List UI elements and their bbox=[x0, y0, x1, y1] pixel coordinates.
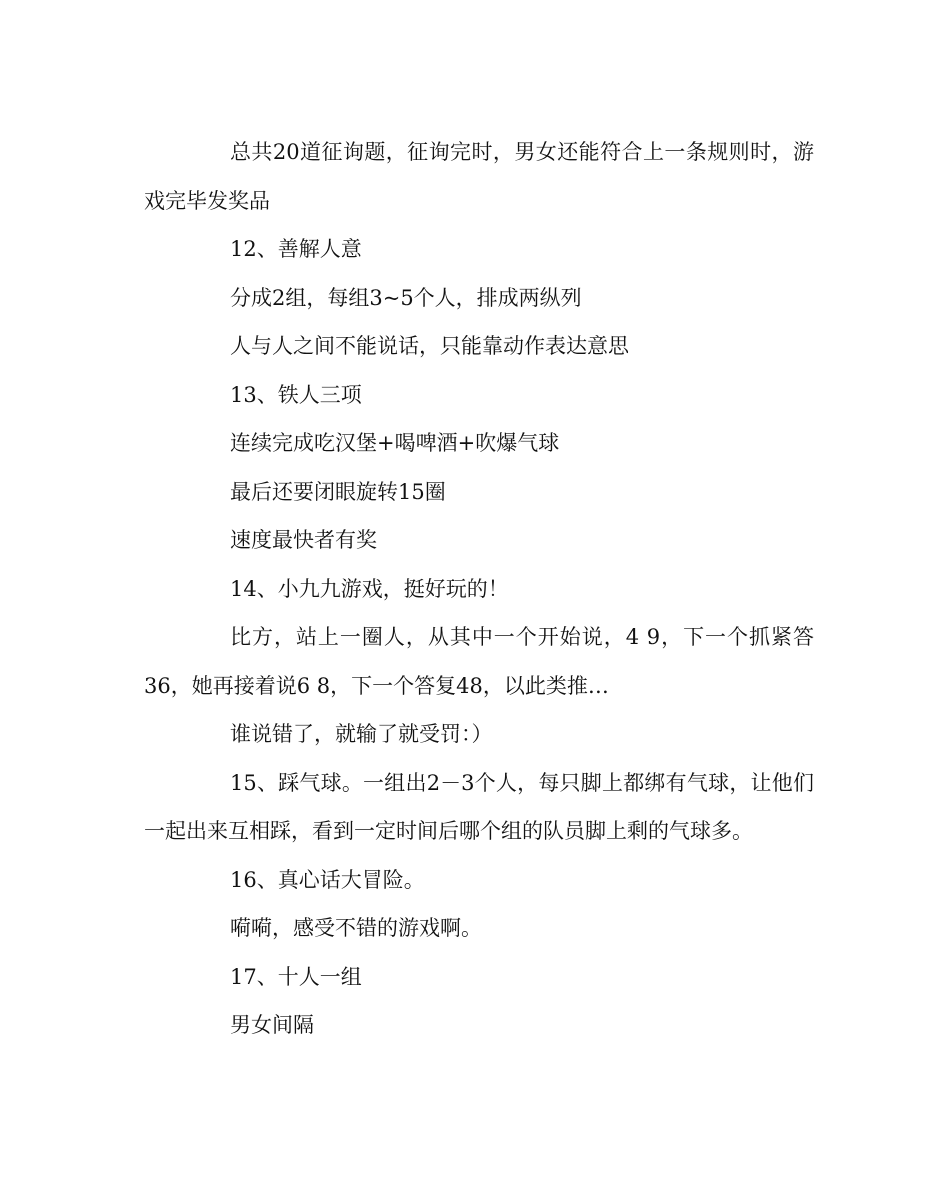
paragraph-16-comment: 嗬嗬，感受不错的游戏啊。 bbox=[230, 916, 482, 940]
paragraph-13-line-2: 最后还要闭眼旋转15圈 bbox=[230, 479, 446, 504]
paragraph-13-line-3: 速度最快者有奖 bbox=[230, 528, 377, 552]
paragraph-12-line-2: 人与人之间不能说话，只能靠动作表达意思 bbox=[230, 334, 629, 358]
paragraph-13-line-1: 连续完成吃汉堡+喝啤酒+吹爆气球 bbox=[230, 431, 560, 455]
paragraph-14-example: 比方，站上一圈人，从其中一个开始说，4 9，下一个抓紧答36，她再接着说6 8，下一个答复48，以此类推… bbox=[144, 625, 814, 698]
paragraph-heading-14: 14、小九九游戏，挺好玩的！ bbox=[230, 576, 509, 601]
paragraph-heading-17: 17、十人一组 bbox=[230, 964, 362, 989]
paragraph-heading-16: 16、真心话大冒险。 bbox=[230, 867, 425, 892]
paragraph-17-line-1: 男女间隔 bbox=[230, 1013, 314, 1037]
paragraph-heading-15: 15、踩气球。一组出2－3个人，每只脚上都绑有气球，让他们一起出来互相踩，看到一定时间后哪个组的队员脚上剩的气球多。 bbox=[144, 770, 814, 843]
document-body bbox=[144, 128, 814, 1050]
paragraph-heading-12: 12、善解人意 bbox=[230, 237, 362, 261]
paragraph-14-penalty: 谁说错了，就输了就受罚：） bbox=[230, 722, 493, 746]
paragraph-rule-intro: 总共20道征询题，征询完时，男女还能符合上一条规则时，游戏完毕发奖品 bbox=[144, 140, 814, 213]
paragraph-heading-13: 13、铁人三项 bbox=[230, 382, 362, 407]
paragraph-12-line-1: 分成2组，每组3~5个人，排成两纵列 bbox=[230, 285, 582, 310]
